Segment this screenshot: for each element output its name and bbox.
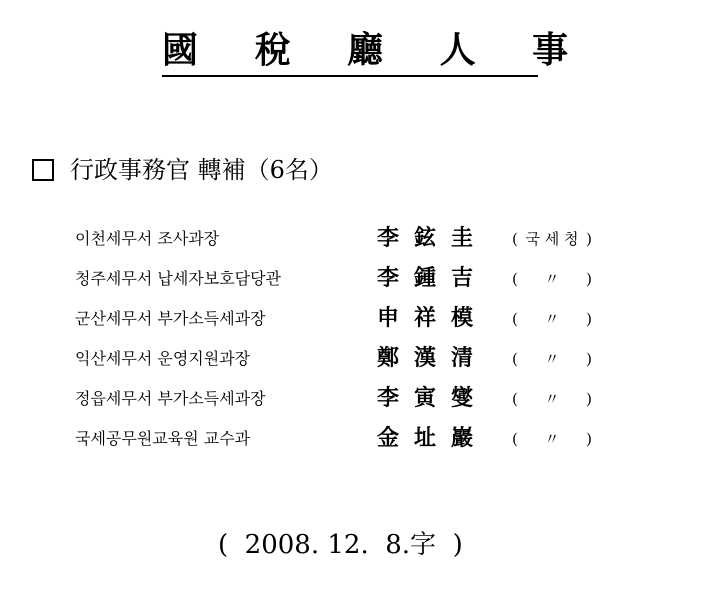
office-position: 익산세무서 운영지원과장 — [75, 349, 251, 368]
appointee-name: 李鉉圭 — [377, 225, 489, 251]
previous-post — [512, 227, 592, 251]
appointee-name: 李鍾吉 — [377, 265, 489, 291]
office-position: 이천세무서 조사과장 — [75, 229, 220, 248]
origin-close-paren: ) — [586, 270, 592, 288]
office-position: 청주세무서 납세자보호담당관 — [75, 269, 282, 288]
origin-open-paren: ( — [512, 270, 518, 288]
appointment-row — [75, 299, 635, 339]
previous-post — [512, 347, 592, 371]
origin-close-paren: ) — [586, 310, 592, 328]
origin-close-paren: ) — [586, 350, 592, 368]
origin-text: 〃 — [544, 350, 560, 368]
origin-text: 〃 — [544, 310, 560, 328]
previous-post — [512, 387, 592, 411]
appointee-name: 申祥模 — [377, 305, 489, 331]
origin-close-paren: ) — [586, 390, 592, 408]
empty-checkbox-icon — [32, 159, 54, 181]
appointment-row — [75, 219, 635, 259]
origin-text: 〃 — [544, 390, 560, 408]
appointee-name: 鄭漢清 — [377, 345, 489, 371]
appointee-name: 李寅燮 — [377, 385, 489, 411]
previous-post — [512, 307, 592, 331]
section-heading — [32, 153, 333, 187]
origin-open-paren: ( — [512, 310, 518, 328]
office-position: 국세공무원교육원 교수과 — [75, 429, 251, 448]
origin-text: 〃 — [544, 270, 560, 288]
origin-close-paren: ) — [586, 230, 592, 248]
appointment-row — [75, 259, 635, 299]
office-position: 군산세무서 부가소득세과장 — [75, 309, 266, 328]
origin-open-paren: ( — [512, 390, 518, 408]
origin-open-paren: ( — [512, 350, 518, 368]
origin-text: 〃 — [544, 430, 560, 448]
origin-open-paren: ( — [512, 230, 518, 248]
office-position: 정읍세무서 부가소득세과장 — [75, 389, 266, 408]
appointment-list — [75, 219, 635, 459]
origin-close-paren: ) — [586, 430, 592, 448]
title-underline — [162, 75, 538, 77]
page-title: 國 稅 廳 人 事 — [162, 29, 591, 71]
appointment-row — [75, 339, 635, 379]
appointment-row — [75, 419, 635, 459]
previous-post — [512, 427, 592, 451]
effective-date: ( 2008. 12. 8.字 ) — [218, 530, 463, 560]
section-heading-text: 行政事務官 轉補（6名） — [70, 156, 333, 184]
origin-text: 국 세 청 — [525, 230, 579, 248]
appointment-row — [75, 379, 635, 419]
previous-post — [512, 267, 592, 291]
appointee-name: 金址巖 — [377, 425, 489, 451]
origin-open-paren: ( — [512, 430, 518, 448]
